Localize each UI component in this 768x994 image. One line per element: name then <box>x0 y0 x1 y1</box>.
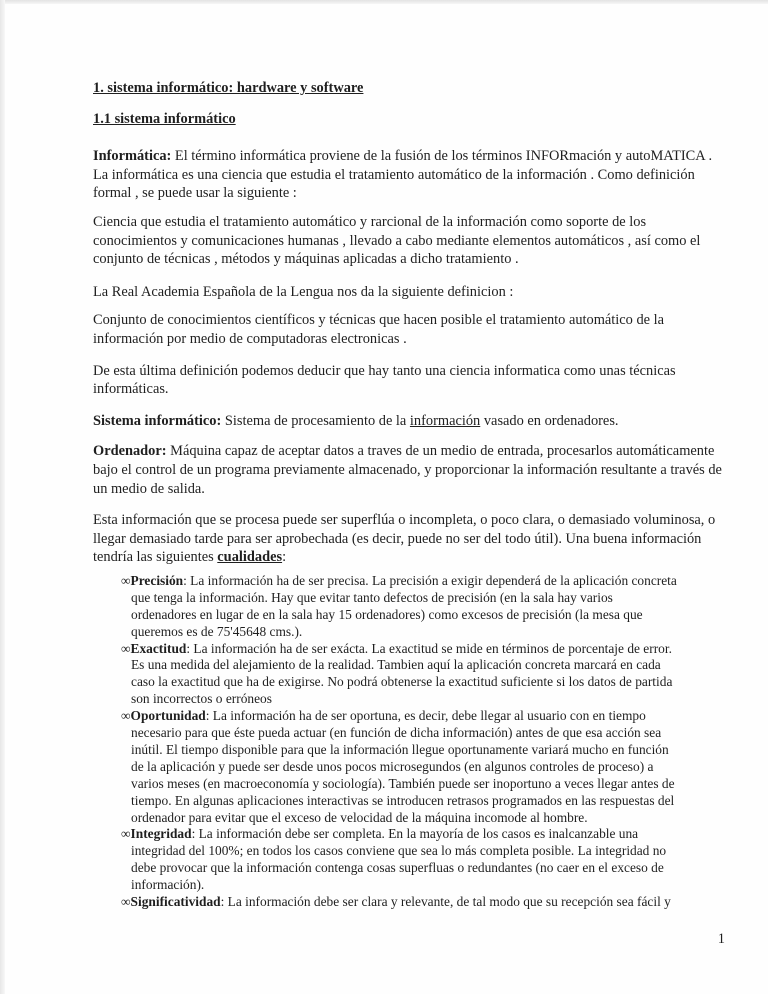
emphasized-word-cualidades: cualidades <box>217 549 283 566</box>
quality-term: Integridad <box>130 826 192 842</box>
list-item-integridad <box>121 826 725 894</box>
scan-edge-left <box>0 0 5 994</box>
infinity-bullet-icon: ∞ <box>121 640 131 656</box>
infinity-bullet-icon: ∞ <box>121 826 131 842</box>
paragraph-deduccion: De esta última definición podemos deducir que hay tanto una ciencia informatica como unas técnicas informáticas. <box>93 362 676 398</box>
list-item-exactitud <box>121 641 725 709</box>
infinity-bullet-icon: ∞ <box>121 708 131 724</box>
paragraph-ordenador <box>93 442 725 498</box>
paragraph-academia: La Real Academia Española de la Lengua nos da la siguiente definicion : <box>93 283 514 300</box>
term-lead-ordenador: Ordenador: <box>93 443 167 460</box>
paragraph-text: El término informática proviene de la fusión de los términos INFORmación y autoMATICA . La informática es una ciencia que estudia el tratamiento automático de la información . Como definición formal , se puede usar la siguiente : <box>93 148 713 202</box>
quality-text: : La información ha de ser precisa. La precisión a exigir dependerá de la aplicación concreta que tenga la información. Hay que evitar tanto defectos de precisión (en la sala hay varios ordenadores en lugar de en la sala hay 15 ordenadores) como excesos de precisión (la mesa que queremos es de 75'45648 cms.). <box>131 572 677 639</box>
paragraph-text: Esta información que se procesa puede ser superflúa o incompleta, o poco clara, o demasiado voluminosa, o llegar demasiado tarde para ser aprobechada (es decir, puede no ser del todo útil). Una buena información tendría las siguientes <box>93 512 716 566</box>
page-number: 1 <box>717 931 725 947</box>
paragraph-conjunto: Conjunto de conocimientos científicos y técnicas que hacen posible el tratamiento automático de la información por medio de computadoras electronicas . <box>93 312 665 347</box>
quality-text: : La información debe ser completa. En la mayoría de los casos es inalcanzable una integridad del 100%; en todos los casos conviene que sea lo más completa posible. La integridad no debe provocar que la información contenga cosas superfluas o redundantes (no caer en el exceso de información). <box>131 826 667 893</box>
paragraph-text: Sistema de procesamiento de la <box>221 412 410 429</box>
section-heading: 1. sistema informático: hardware y software <box>93 80 364 96</box>
paragraph-esta-informacion <box>93 511 725 567</box>
quality-term: Oportunidad <box>130 708 206 724</box>
term-lead-sistema: Sistema informático: <box>93 412 222 429</box>
list-item-oportunidad <box>121 708 725 826</box>
quality-text: : La información ha de ser oportuna, es decir, debe llegar al usuario con en tiempo necesario para que éste pueda actuar (en función de dicha información) antes de que esa acción sea inútil. El tiempo disponible para que la información llegue oportunamente variará mucho en función de la aplicación y puede ser desde unos pocos microsegundos (en algunos controles de proceso) a varios meses (en macroeconomía y sociología). También puede ser inoportuno a veces llegar antes de tiempo. En algunas aplicaciones interactivas se introducen retrasos programados en las respuestas del ordenador para evitar que el exceso de velocidad de la máquina incomode al hombre. <box>131 708 675 825</box>
term-lead-informatica: Informática: <box>93 148 172 165</box>
list-item-precision <box>121 573 725 641</box>
list-item-significatividad <box>121 894 725 911</box>
page-content <box>93 79 725 911</box>
paragraph-text: : <box>282 549 287 566</box>
quality-text: : La información debe ser clara y relevante, de tal modo que su recepción sea fácil y <box>220 894 671 910</box>
underlined-word: información <box>409 412 481 429</box>
quality-term: Exactitud <box>130 640 187 656</box>
scan-edge-top <box>0 0 768 4</box>
quality-term: Significatividad <box>130 894 221 910</box>
paragraph-informatica <box>93 147 725 203</box>
subsection-heading: 1.1 sistema informático <box>93 110 236 127</box>
infinity-bullet-icon: ∞ <box>121 894 131 910</box>
paragraph-sistema <box>93 412 725 431</box>
infinity-bullet-icon: ∞ <box>121 572 131 588</box>
qualities-list <box>121 573 725 911</box>
quality-text: : La información ha de ser exácta. La exactitud se mide en términos de porcentaje de error. Es una medida del alejamiento de la realidad. Tambien aquí la aplicación concreta marcará en cada caso la exactitud que ha de exigirse. No podrá obtenerse la exactitud suficiente si los datos de partida son incorrectos o erróneos <box>131 640 673 707</box>
paragraph-text: Máquina capaz de aceptar datos a traves de un medio de entrada, procesarlos automáticamente bajo el control de un programa previamente almacenado, y proporcionar la información resultante a través de un medio de salida. <box>93 443 722 497</box>
quality-term: Precisión <box>130 572 184 588</box>
paragraph-ciencia: Ciencia que estudia el tratamiento automático y rarcional de la información como soporte de los conocimientos y comunicaciones humanas , llevado a cabo mediante elementos automáticos , así como el conjunto de técnicas , métodos y máquinas aplicadas a dicho tratamiento . <box>93 213 701 268</box>
paragraph-text: vasado en ordenadores. <box>480 412 619 429</box>
